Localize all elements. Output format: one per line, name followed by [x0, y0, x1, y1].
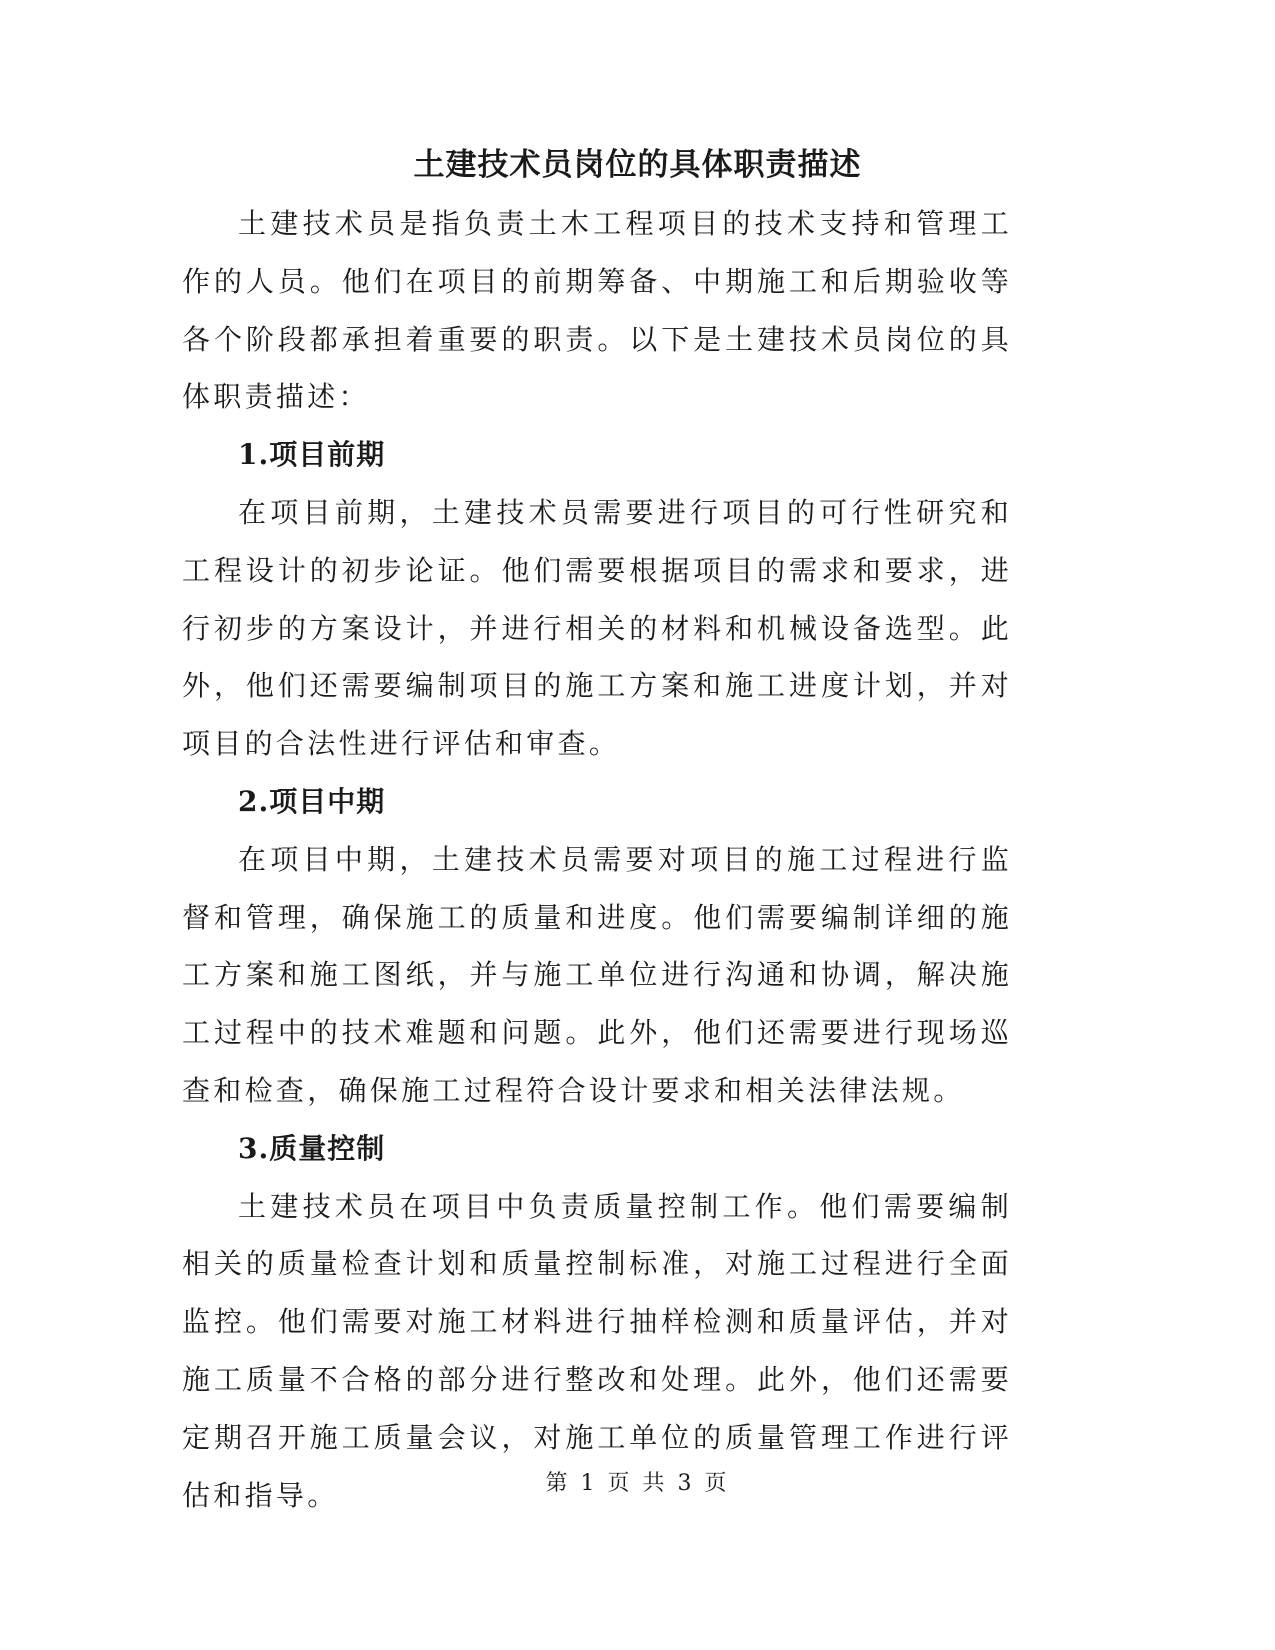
section-paragraph-1: 在项目前期，土建技术员需要进行项目的可行性研究和工程设计的初步论证。他们需要根据项目的需求和要求，进行初步的方案设计，并进行相关的材料和机械设备选型。此外，他们还需要编制项目的施工方案和施工进度计划，并对项目的合法性进行评估和审查。: [182, 495, 1012, 761]
section-heading-1: 1.项目前期: [238, 438, 386, 472]
section-paragraph-2: 在项目中期，土建技术员需要对项目的施工过程进行监督和管理，确保施工的质量和进度。他们需要编制详细的施工方案和施工图纸，并与施工单位进行沟通和协调，解决施工过程中的技术难题和问题。此外，他们还需要进行现场巡查和检查，确保施工过程符合设计要求和相关法律法规。: [182, 842, 1012, 1107]
document-body: [182, 195, 1012, 1524]
page-number-footer: 第 1 页 共 3 页: [545, 1471, 730, 1496]
intro-paragraph: 土建技术员是指负责土木工程项目的技术支持和管理工作的人员。他们在项目的前期筹备、中期施工和后期验收等各个阶段都承担着重要的职责。以下是土建技术员岗位的具体职责描述：: [182, 207, 1012, 414]
section-heading-2: 2.项目中期: [238, 784, 386, 818]
page-title: 土建技术员岗位的具体职责描述: [413, 147, 862, 183]
section-paragraph-3: 土建技术员在项目中负责质量控制工作。他们需要编制相关的质量检查计划和质量控制标准，对施工过程进行全面监控。他们需要对施工材料进行抽样检测和质量评估，并对施工质量不合格的部分进行整改和处理。此外，他们还需要定期召开施工质量会议，对施工单位的质量管理工作进行评估和指导。: [182, 1189, 1012, 1512]
section-heading-3: 3.质量控制: [238, 1131, 386, 1165]
